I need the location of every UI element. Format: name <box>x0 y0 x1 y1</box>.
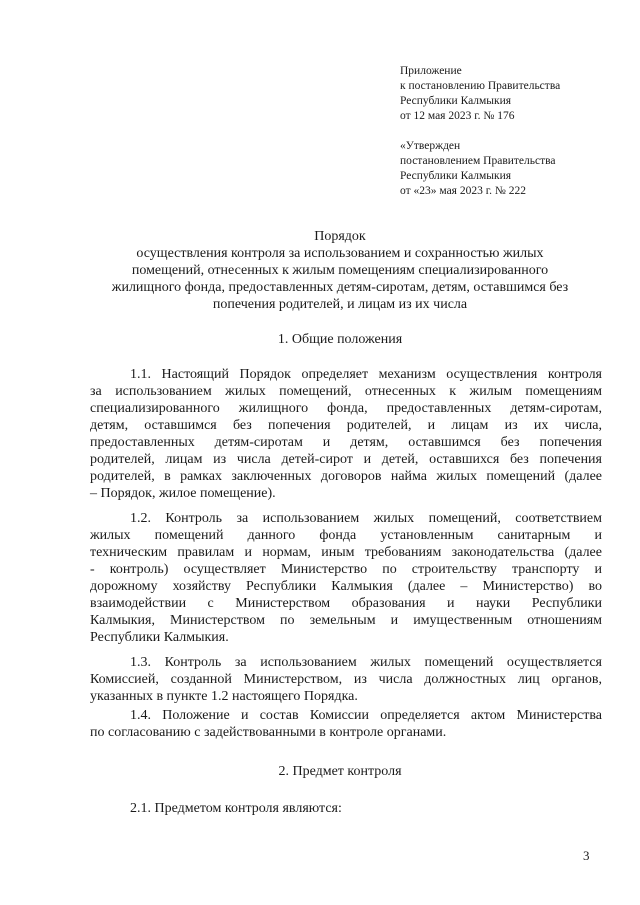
approved-line: постановлением Правительства <box>400 155 556 167</box>
approved-line: от «23» мая 2023 г. № 222 <box>400 185 526 197</box>
paragraph-line: дорожному хозяйству Республики Калмыкия (далее – Министерство) во <box>90 579 602 594</box>
paragraph-line: родителей, в рамках заключенных договоров найма жилых помещений (далее <box>90 469 602 484</box>
approved-line: Республики Калмыкия <box>400 170 512 182</box>
paragraph-line: 1.4. Положение и состав Комиссии определяется актом Министерства <box>130 708 602 723</box>
paragraph-line: 1.3. Контроль за использованием жилых помещений осуществляется <box>130 655 602 670</box>
paragraph-line: предоставленных детям-сиротам и детям, оставшимся без попечения <box>90 435 602 450</box>
appendix-line: Приложение <box>400 65 462 77</box>
paragraph-line: по согласованию с задействованными в контроле органами. <box>90 725 447 740</box>
paragraph-line: взаимодействии с Министерством образования и науки Республики <box>90 596 602 611</box>
paragraph-1-4 <box>90 707 602 741</box>
paragraph-2-1 <box>90 800 602 817</box>
paragraph-line: – Порядок, жилое помещение). <box>90 486 276 501</box>
appendix-line: Республики Калмыкия <box>400 95 512 107</box>
paragraph-line: 1.2. Контроль за использованием жилых помещений, соответствием <box>130 511 602 526</box>
title-line: Порядок <box>314 229 366 244</box>
approved-line: «Утвержден <box>400 140 461 152</box>
document-title <box>80 228 600 313</box>
paragraph-line: родителей, лицам из числа детей-сирот и детей, оставшихся без попечения <box>90 452 602 467</box>
paragraph-line: Республики Калмыкия. <box>90 630 229 645</box>
paragraph-line: Комиссией, созданной Министерством, из числа должностных лиц органов, <box>90 672 602 687</box>
paragraph-line: - контроль) осуществляет Министерство по строительству транспорту и <box>90 562 602 577</box>
paragraph-1-2 <box>90 510 602 646</box>
paragraph-line: Калмыкия, Министерством по земельным и имущественным отношениям <box>90 613 602 628</box>
approved-header <box>400 139 556 199</box>
paragraph-line: указанных в пункте 1.2 настоящего Порядка. <box>90 689 358 704</box>
paragraph-line: детям, оставшимся без попечения родителей, и лицам из их числа, <box>90 418 602 433</box>
title-line: помещений, отнесенных к жилым помещениям специализированного <box>131 263 549 278</box>
paragraph-line: за использованием жилых помещений, отнесенных к жилым помещениям <box>90 384 602 399</box>
page-number: 3 <box>583 848 590 863</box>
appendix-line: к постановлению Правительства <box>400 80 561 92</box>
paragraph-line: специализированного жилищного фонда, предоставленных детям-сиротам, <box>90 401 602 416</box>
title-line: осуществления контроля за использованием и сохранностью жилых <box>136 246 544 261</box>
title-line: попечения родителей, и лицам из их числа <box>212 297 468 312</box>
appendix-line: от 12 мая 2023 г. № 176 <box>400 110 515 122</box>
paragraph-line: 1.1. Настоящий Порядок определяет механизм осуществления контроля <box>130 367 602 382</box>
paragraph-line: жилых помещений данного фонда установленным санитарным и <box>90 528 602 543</box>
paragraph-line: техническим правилам и нормам, иным требованиям законодательства (далее <box>90 545 602 560</box>
paragraph-line: 2.1. Предметом контроля являются: <box>130 801 342 816</box>
section-2-heading: 2. Предмет контроля <box>278 764 402 779</box>
paragraph-1-1 <box>90 366 602 502</box>
section-1-heading: 1. Общие положения <box>277 332 403 347</box>
title-line: жилищного фонда, предоставленных детям-сиротам, детям, оставшимся без <box>111 280 569 295</box>
appendix-header <box>400 64 560 124</box>
paragraph-1-3 <box>90 654 602 705</box>
